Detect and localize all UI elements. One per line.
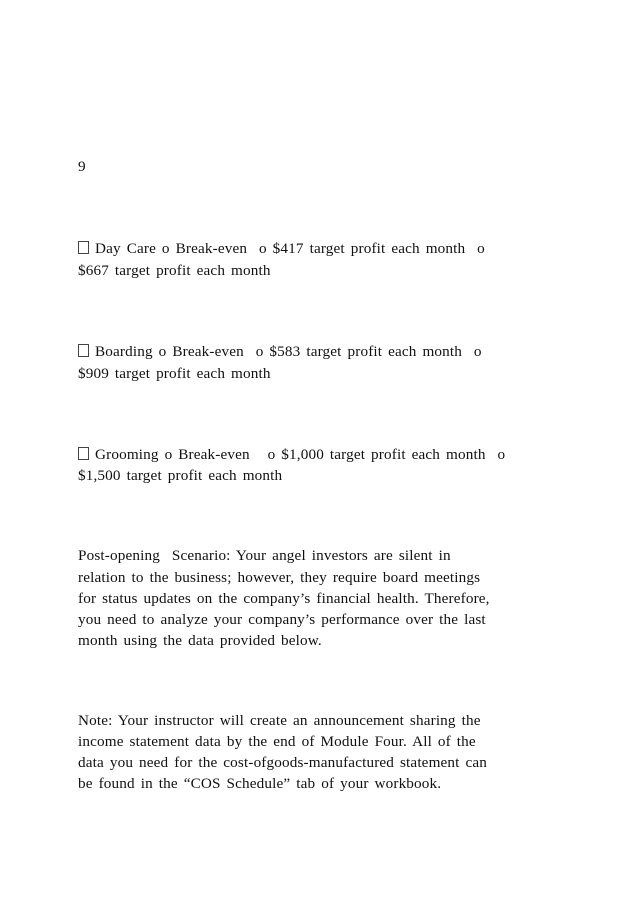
- box-bullet-icon: [78, 241, 89, 254]
- box-bullet-icon: [78, 447, 89, 460]
- bullet-boarding-line-1: [78, 342, 482, 362]
- scenario-line-5: month using the data provided below.: [78, 632, 322, 649]
- page-number: 9: [78, 158, 86, 175]
- note-line-2: income statement data by the end of Module Four. All of the: [78, 733, 476, 750]
- note-line-4: be found in the “COS Schedule” tab of your workbook.: [78, 775, 442, 792]
- note-line-1: Note: Your instructor will create an announcement sharing the: [78, 712, 481, 729]
- scenario-line-3: for status updates on the company’s financial health. Therefore,: [78, 590, 490, 607]
- bullet-boarding-line-2: $909 target profit each month: [78, 365, 271, 382]
- bullet-text: Grooming o Break-even o $1,000 target profit each month o: [95, 446, 506, 463]
- bullet-grooming-line-1: [78, 445, 505, 465]
- note-line-3: data you need for the cost-ofgoods-manufactured statement can: [78, 754, 488, 771]
- bullet-day-care-line-1: [78, 239, 485, 259]
- scenario-line-1: Post-opening Scenario: Your angel investors are silent in: [78, 547, 451, 564]
- box-bullet-icon: [78, 344, 89, 357]
- scenario-line-4: you need to analyze your company’s performance over the last: [78, 611, 486, 628]
- scenario-line-2: relation to the business; however, they require board meetings: [78, 569, 481, 586]
- bullet-day-care-line-2: $667 target profit each month: [78, 262, 271, 279]
- bullet-text: Day Care o Break-even o $417 target profit each month o: [95, 240, 485, 257]
- bullet-text: Boarding o Break-even o $583 target profit each month o: [95, 343, 482, 360]
- bullet-grooming-line-2: $1,500 target profit each month: [78, 467, 283, 484]
